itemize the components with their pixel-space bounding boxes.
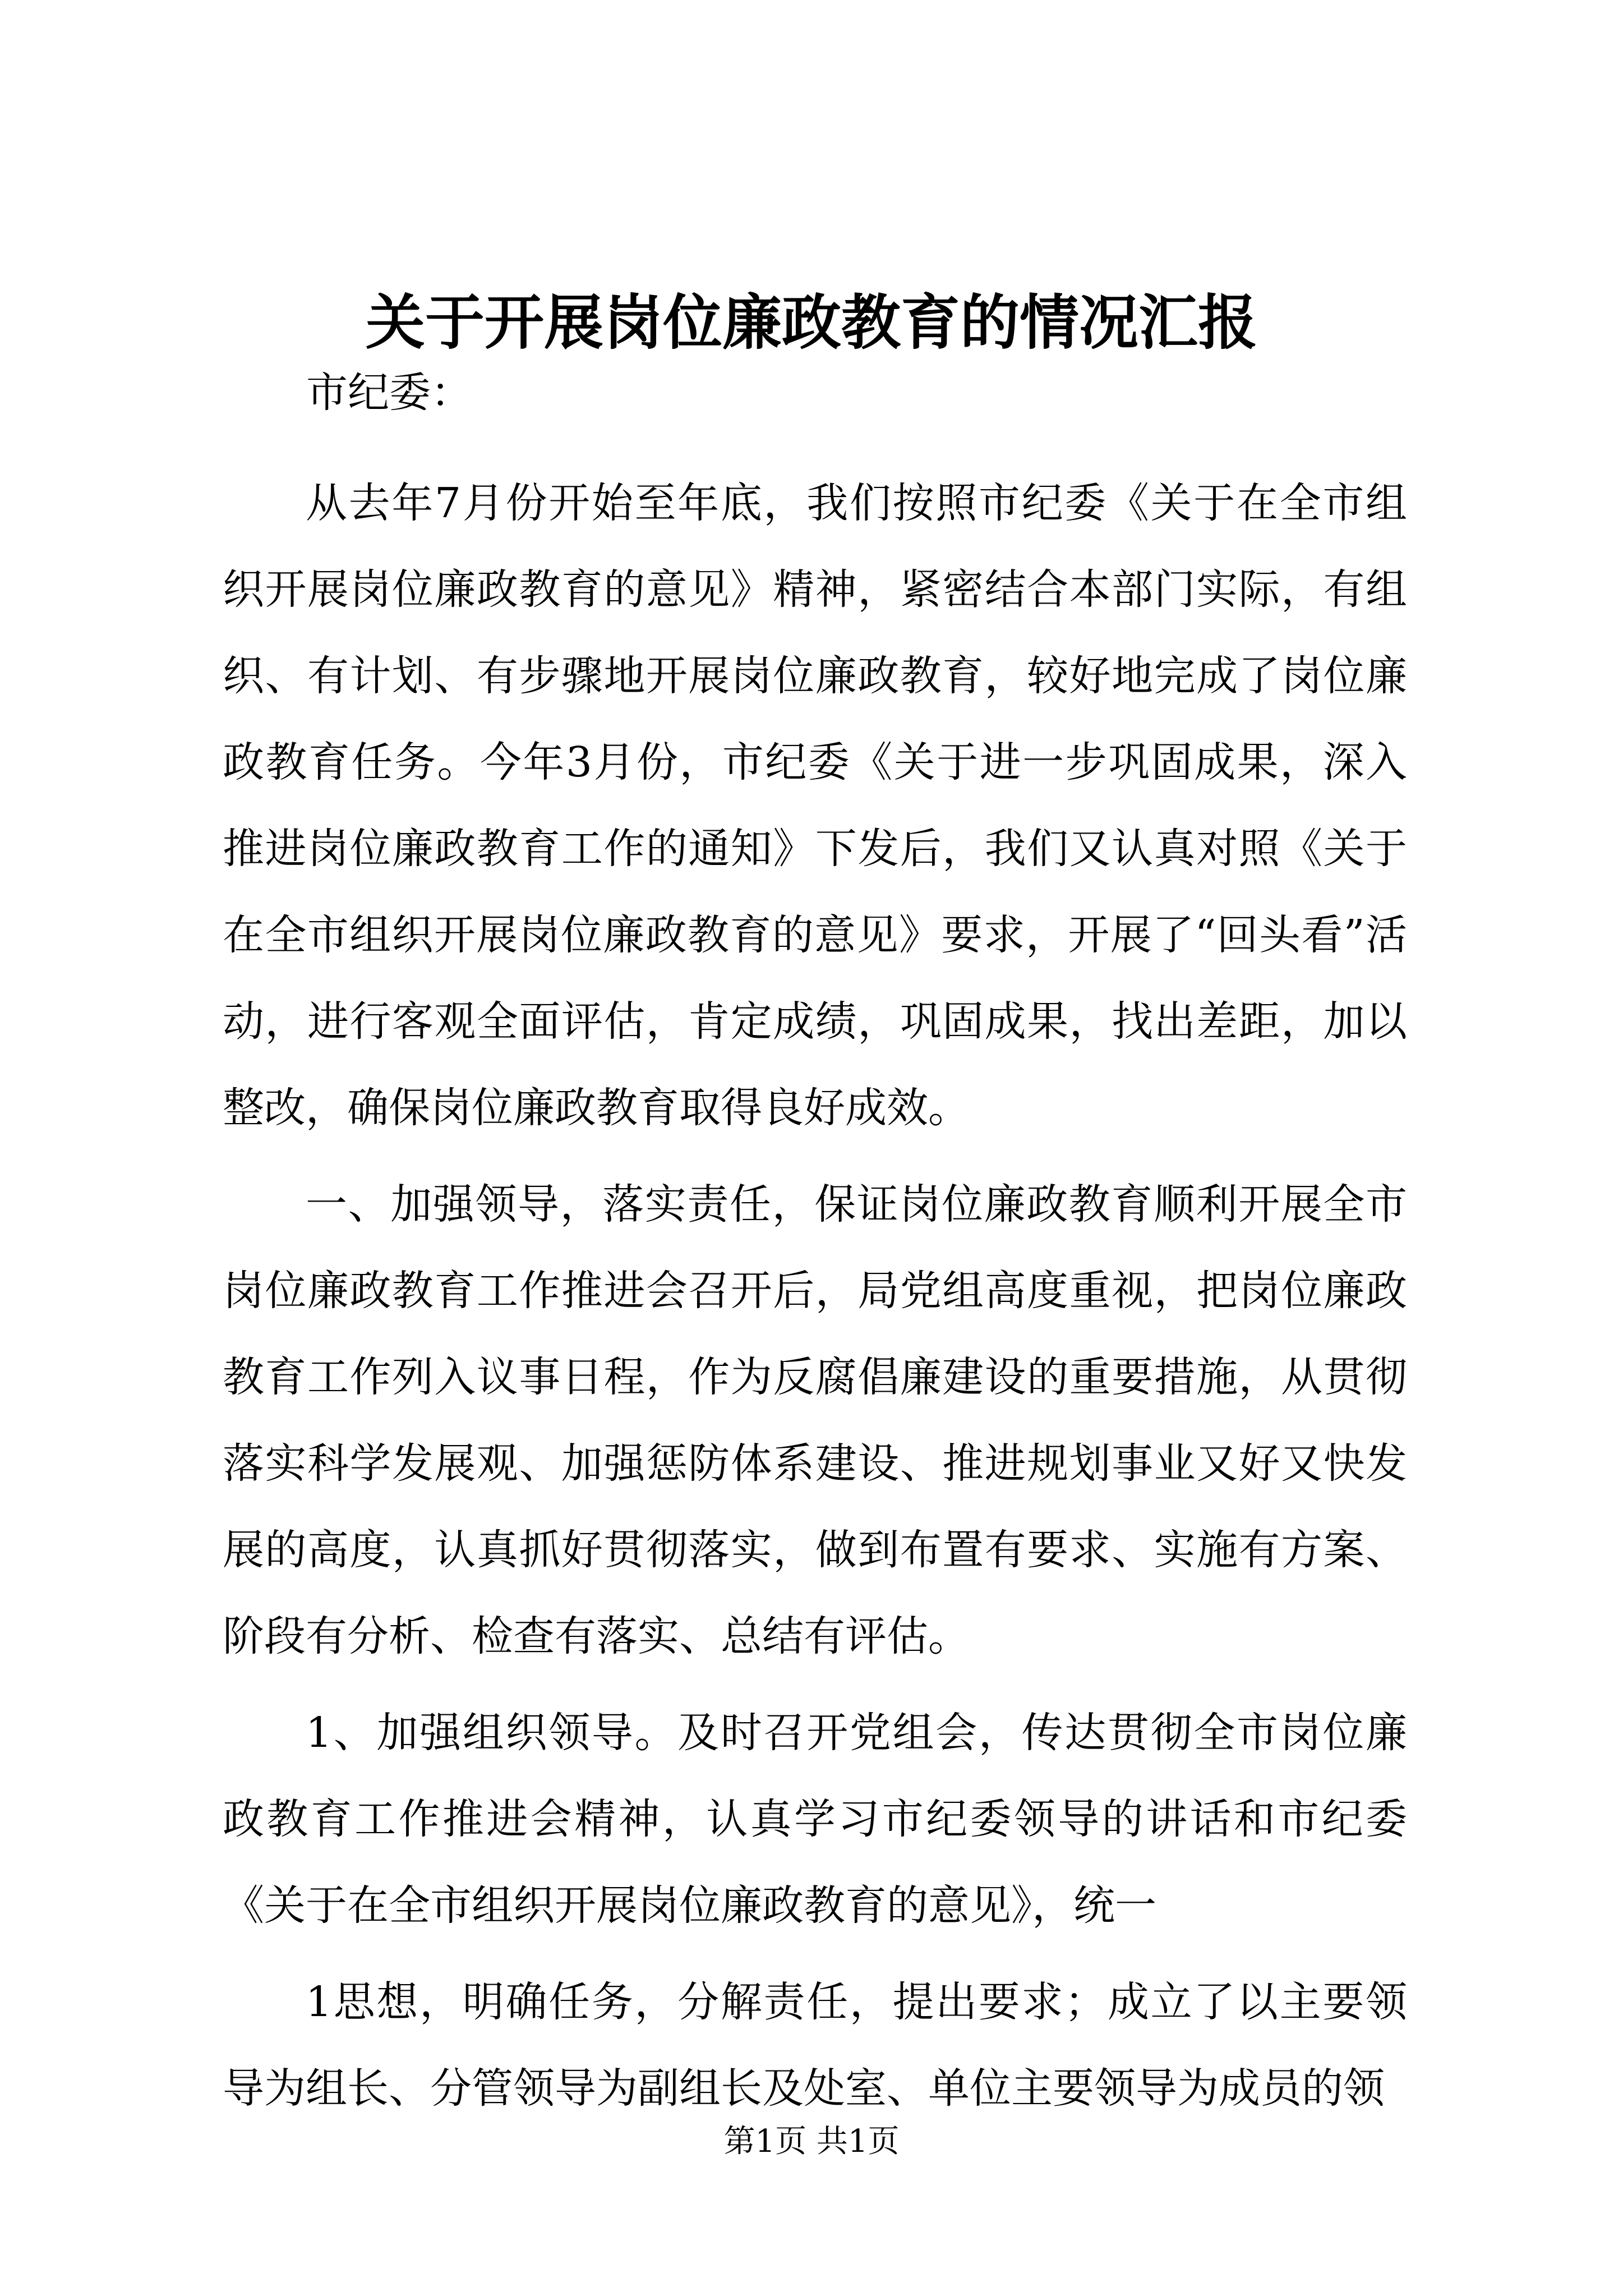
paragraph: 一、加强领导，落实责任，保证岗位廉政教育顺利开展全市岗位廉政教育工作推进会召开后，局党组高度重视，把岗位廉政教育工作列入议事日程，作为反腐倡廉建设的重要措施，从贯彻落实科学发展观、加强惩防体系建设、推进规划事业又好又快发展的高度，认真抓好贯彻落实，做到布置有要求、实施有方案、阶段有分析、检查有落实、总结有评估。 — [223, 1180, 1407, 1660]
page-number-footer: 第1页 共1页 — [723, 2123, 900, 2160]
paragraph: 从去年7月份开始至年底，我们按照市纪委《关于在全市组织开展岗位廉政教育的意见》精神，紧密结合本部门实际，有组织、有计划、有步骤地开展岗位廉政教育，较好地完成了岗位廉政教育任务。今年3月份，市纪委《关于进一步巩固成果，深入推进岗位廉政教育工作的通知》下发后，我们又认真对照《关于在全市组织开展岗位廉政教育的意见》要求，开展了“回头看”活动，进行客观全面评估，肯定成绩，巩固成果，找出差距，加以整改，确保岗位廉政教育取得良好成效。 — [223, 479, 1407, 1132]
salutation: 市纪委： — [306, 369, 472, 417]
paragraph: 1思想，明确任务，分解责任，提出要求；成立了以主要领导为组长、分管领导为副组长及处室、单位主要领导为成员的领 — [223, 1978, 1407, 2113]
document-body — [223, 460, 1407, 2142]
document-title: 关于开展岗位廉政教育的情况汇报 — [366, 287, 1257, 357]
paragraph: 1、加强组织领导。及时召开党组会，传达贯彻全市岗位廉政教育工作推进会精神，认真学习市纪委领导的讲话和市纪委《关于在全市组织开展岗位廉政教育的意见》，统一 — [223, 1709, 1407, 1930]
